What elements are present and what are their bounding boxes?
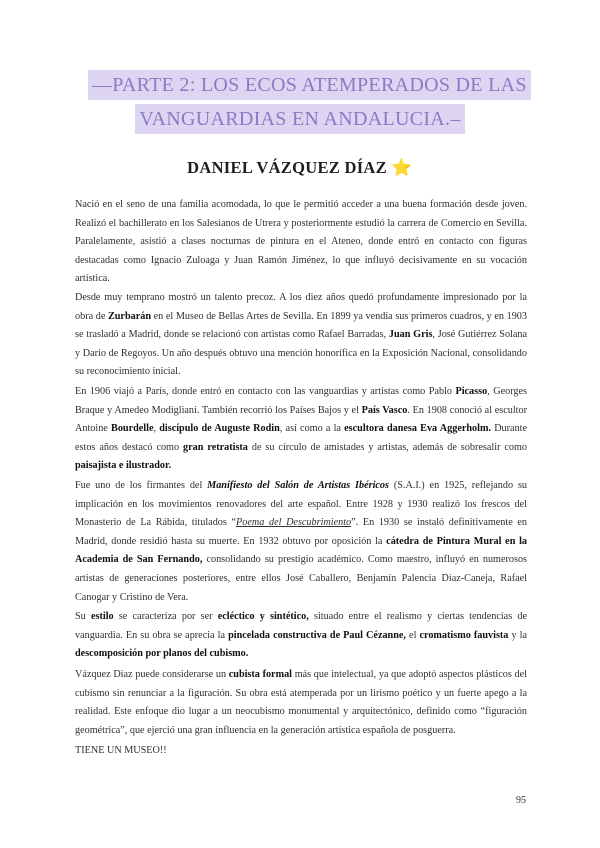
poem-title-link: Poema del Descubrimiento: [236, 517, 352, 529]
section-title: [88, 68, 527, 136]
page-number: 95: [516, 795, 526, 806]
paragraph-manifesto: Fue uno de los firmantes del Manifiesto del Salón de Artistas Ibéricos (S.A.I.) en 1925, reflejando su implicación en los movimientos renovadores del arte español. Entre 1928 y 1930 realizó los frescos del Monasterio de La Rábida, titulados “Poema del Descubrimiento”. En 1930 se instaló definitivamente en Madrid, donde residió hasta su muerte. En 1932 obtuvo por oposición la cátedra de Pintura Mural en la Academia de San Fernando, consolidando su prestigio académico. Como maestro, influyó en numerosos artistas de generaciones posteriores, entre ellos José Caballero, Benjamín Palencia Díaz-Caneja, Rafael Canogar y Cristino de Vera.: [75, 480, 528, 603]
paragraph-biography: Nació en el seno de una familia acomodada, lo que le permitió acceder a una buena formación desde joven. Realizó el bachillerato en los Salesianos de Utrera y posteriormente estudió la carrera de Comercio en Sevilla. Paralelamente, asistió a clases nocturnas de pintura en el Ateneo, donde entró en contacto con figuras destacadas como Ignacio Zuloaga y Juan Ramón Jiménez, lo que influyó decisivamente en su vocación artística.: [75, 199, 527, 285]
artist-name: DANIEL VÁZQUEZ DÍAZ: [187, 158, 387, 177]
title-line-2: VANGUARDIAS EN ANDALUCIA.–: [135, 104, 464, 134]
artist-heading: [0, 158, 600, 178]
paragraph-paris: En 1906 viajó a París, donde entró en contacto con las vanguardias y artistas como Pablo Picasso, Georges Braque y Amedeo Modigliani. También recorrió los Países Bajos y el País Vasco. En 1908 conoció al escultor Antoine Bourdelle, discípulo de Auguste Rodin, así como a la escultora danesa Eva Aggerholm. Durante estos años destacó como gran retratista de su círculo de amistades y artistas, además de sobresalir como paisajista e ilustrador.: [75, 386, 528, 472]
star-icon: ⭐: [391, 158, 413, 177]
title-line-1: —PARTE 2: LOS ECOS ATEMPERADOS DE LAS: [88, 70, 531, 100]
paragraph-style: Su estilo se caracteriza por ser ecléctico y sintético, situado entre el realismo y ciertas tendencias de vanguardia. En su obra se aprecia la pincelada constructiva de Paul Cézanne, el cromatismo fauvista y la descomposición por planos del cubismo.: [75, 611, 528, 660]
paragraph-museum-note: TIENE UN MUSEO!!: [75, 745, 167, 756]
paragraph-early-talent: Desde muy temprano mostró un talento precoz. A los diez años quedó profundamente impresionado por la obra de Zurbarán en el Museo de Bellas Artes de Sevilla. En 1899 ya vendía sus primeros cuadros, y en 1903 se trasladó a Madrid, donde se relacionó con artistas como Rafael Barradas, Juan Gris, José Gutiérrez Solana y Darío de Regoyos. Un año después obtuvo una mención honorífica en la Exposición Nacional, consolidando su reconocimiento inicial.: [75, 292, 528, 378]
paragraph-cubism: Vázquez Díaz puede considerarse un cubista formal más que intelectual, ya que adoptó aspectos plásticos del cubismo sin renunciar a la figuración. Su obra está atemperada por un lirismo poético y un fuerte apego a la realidad. Este enfoque dio lugar a un neocubismo monumental y arquitectónico, definido como “figuración geométrica”, que ejerció una gran influencia en la generación artística española de posguerra.: [75, 669, 527, 736]
